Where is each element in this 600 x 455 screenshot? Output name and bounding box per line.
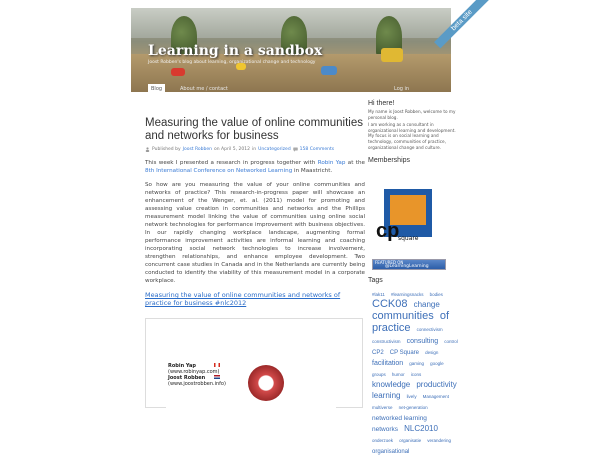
robin-yap-link[interactable]: Robin Yap bbox=[317, 160, 346, 166]
meta-date: on April 5, 2012 bbox=[214, 146, 250, 152]
tag-cloud bbox=[372, 287, 460, 455]
tag-link[interactable]: learning bbox=[372, 390, 401, 400]
tag-link[interactable]: control bbox=[444, 338, 458, 344]
tag-link[interactable]: organisatie bbox=[399, 437, 422, 443]
tag-link[interactable]: organisational bbox=[372, 448, 410, 455]
tag-link[interactable]: icons bbox=[410, 372, 422, 378]
tag-link[interactable]: networked learning bbox=[372, 414, 427, 422]
cpsquare-square: square bbox=[398, 235, 419, 242]
user-icon bbox=[145, 147, 150, 152]
tag-link[interactable]: lively bbox=[406, 393, 417, 399]
beta-ribbon bbox=[435, 4, 479, 44]
tag-link[interactable]: consulting bbox=[406, 337, 439, 345]
conference-link[interactable]: 8th International Conference on Networked Learning bbox=[145, 168, 293, 174]
slide-url-2: (www.joostrobben.info) bbox=[168, 381, 226, 387]
canada-flag-icon bbox=[214, 363, 220, 367]
tag-link[interactable]: bodies bbox=[429, 292, 443, 297]
hi-text-2: I am working as a consultant in organizational learning and development. My focus is on social learning and technology, communities of practice, organizational change and culture. bbox=[368, 122, 456, 150]
post-paragraph-2: So how are you measuring the value of your online communities and networks of practice? This research-in-progress paper will showcase an enhancement of the Wenger, et. al. (2011) model for promoting and assessing value creation in communities and networks and the Phillips measurement model linking the value of communities using online social network technologies for performance improvement with business objectives. In our rapidly changing workplace landscape, augmenting formal performance improvement activities are informal learning and coaching incorporating social network technologies to increase involvement, strengthen relationships, and enhance employee development. Two concurrent case studies in Canada and in the Netherlands are currently being conducted to identify the viability of this measurement model in a corporate workplace. bbox=[145, 182, 365, 284]
tab-login[interactable]: Log in bbox=[394, 86, 410, 92]
netherlands-flag-icon bbox=[214, 375, 220, 379]
tag-link[interactable]: of practice bbox=[372, 309, 450, 334]
tag-link[interactable]: google bbox=[430, 361, 444, 367]
comment-icon bbox=[293, 147, 298, 152]
tag-link[interactable]: change bbox=[413, 300, 440, 309]
tag-link[interactable]: networks bbox=[372, 425, 399, 433]
badge-name: @LearningLearning bbox=[385, 264, 429, 269]
meta-published: Published by bbox=[152, 146, 181, 152]
tag-link[interactable]: groups bbox=[372, 372, 386, 378]
cpsquare-cp: cp bbox=[376, 220, 400, 242]
site-header bbox=[131, 8, 451, 92]
post bbox=[145, 117, 365, 307]
tag-link[interactable]: verandering bbox=[427, 437, 451, 443]
toy-icon bbox=[321, 66, 337, 75]
tag-link[interactable]: constructivism bbox=[372, 338, 401, 344]
tag-link[interactable]: CP2 bbox=[372, 350, 384, 357]
tag-link[interactable]: net-generation bbox=[398, 404, 428, 410]
meta-comments-link[interactable]: 158 Comments bbox=[299, 146, 335, 152]
slideshare-link[interactable]: Measuring the value of online communities and networks of practice for business #nlc2012 bbox=[145, 291, 341, 307]
toy-icon bbox=[171, 68, 185, 76]
tag-link[interactable]: communities bbox=[372, 309, 434, 322]
beta-label: beta site bbox=[434, 0, 490, 48]
slide-embed[interactable] bbox=[145, 318, 363, 408]
tag-link[interactable]: onderzoek bbox=[372, 437, 394, 443]
tag-link[interactable]: #lak11 bbox=[372, 292, 385, 297]
slide-name-1: Robin Yap bbox=[168, 363, 196, 369]
hi-heading: Hi there! bbox=[368, 100, 395, 107]
meta-category-link[interactable]: Uncategorized bbox=[258, 146, 291, 152]
meta-in: in bbox=[251, 146, 257, 152]
hi-text-1: My name is Joost Robben, welcome to my personal blog. bbox=[368, 109, 456, 120]
tab-about[interactable]: About me / contact bbox=[180, 86, 228, 92]
post-paragraph-1 bbox=[145, 159, 365, 175]
sidebar bbox=[368, 100, 458, 166]
tag-link[interactable]: multiverse bbox=[372, 404, 393, 410]
slide-name-2: Joost Robben bbox=[168, 375, 206, 381]
toy-icon bbox=[381, 48, 403, 62]
post-title[interactable]: Measuring the value of online communities and networks for business bbox=[145, 117, 363, 142]
tab-blog[interactable]: Blog bbox=[148, 84, 165, 94]
tag-link[interactable]: connectivism bbox=[416, 326, 443, 332]
tag-link[interactable]: facilitation bbox=[372, 360, 404, 368]
cpsquare-logo[interactable] bbox=[376, 185, 434, 249]
tag-link[interactable]: gaming bbox=[409, 361, 424, 367]
tag-link[interactable]: productivity bbox=[416, 380, 457, 390]
post-text: at the bbox=[347, 160, 365, 166]
badge-featured: FEATURED ON bbox=[375, 260, 404, 265]
tag-link[interactable]: NLC2010 bbox=[404, 423, 438, 433]
tag-link[interactable]: Management bbox=[422, 393, 449, 399]
slide-graphic bbox=[248, 365, 284, 401]
post-text: This week I presented a research in progress together with bbox=[145, 160, 316, 166]
post-text: in Maastricht. bbox=[294, 168, 333, 174]
tag-link[interactable]: CCK08 bbox=[372, 298, 408, 310]
tag-link[interactable]: CP Square bbox=[389, 350, 420, 357]
tag-link[interactable]: humor bbox=[391, 372, 405, 378]
site-tagline: Joost Robben's blog about learning, organizational change and technology bbox=[148, 60, 316, 65]
tag-link[interactable]: design bbox=[425, 350, 439, 356]
meta-author-link[interactable]: Joost Robben bbox=[182, 146, 213, 152]
tags-heading: Tags bbox=[368, 277, 383, 284]
tag-link[interactable]: knowledge bbox=[372, 380, 411, 390]
memberships-heading: Memberships bbox=[368, 157, 411, 165]
main-nav bbox=[131, 84, 451, 94]
tag-link[interactable]: #learningsnacks bbox=[391, 292, 424, 297]
slide-url-1: (www.robinyap.com) bbox=[168, 369, 220, 375]
learning-learning-badge[interactable] bbox=[372, 259, 446, 270]
post-meta bbox=[145, 145, 365, 153]
site-title[interactable]: Learning in a sandbox bbox=[148, 43, 323, 59]
